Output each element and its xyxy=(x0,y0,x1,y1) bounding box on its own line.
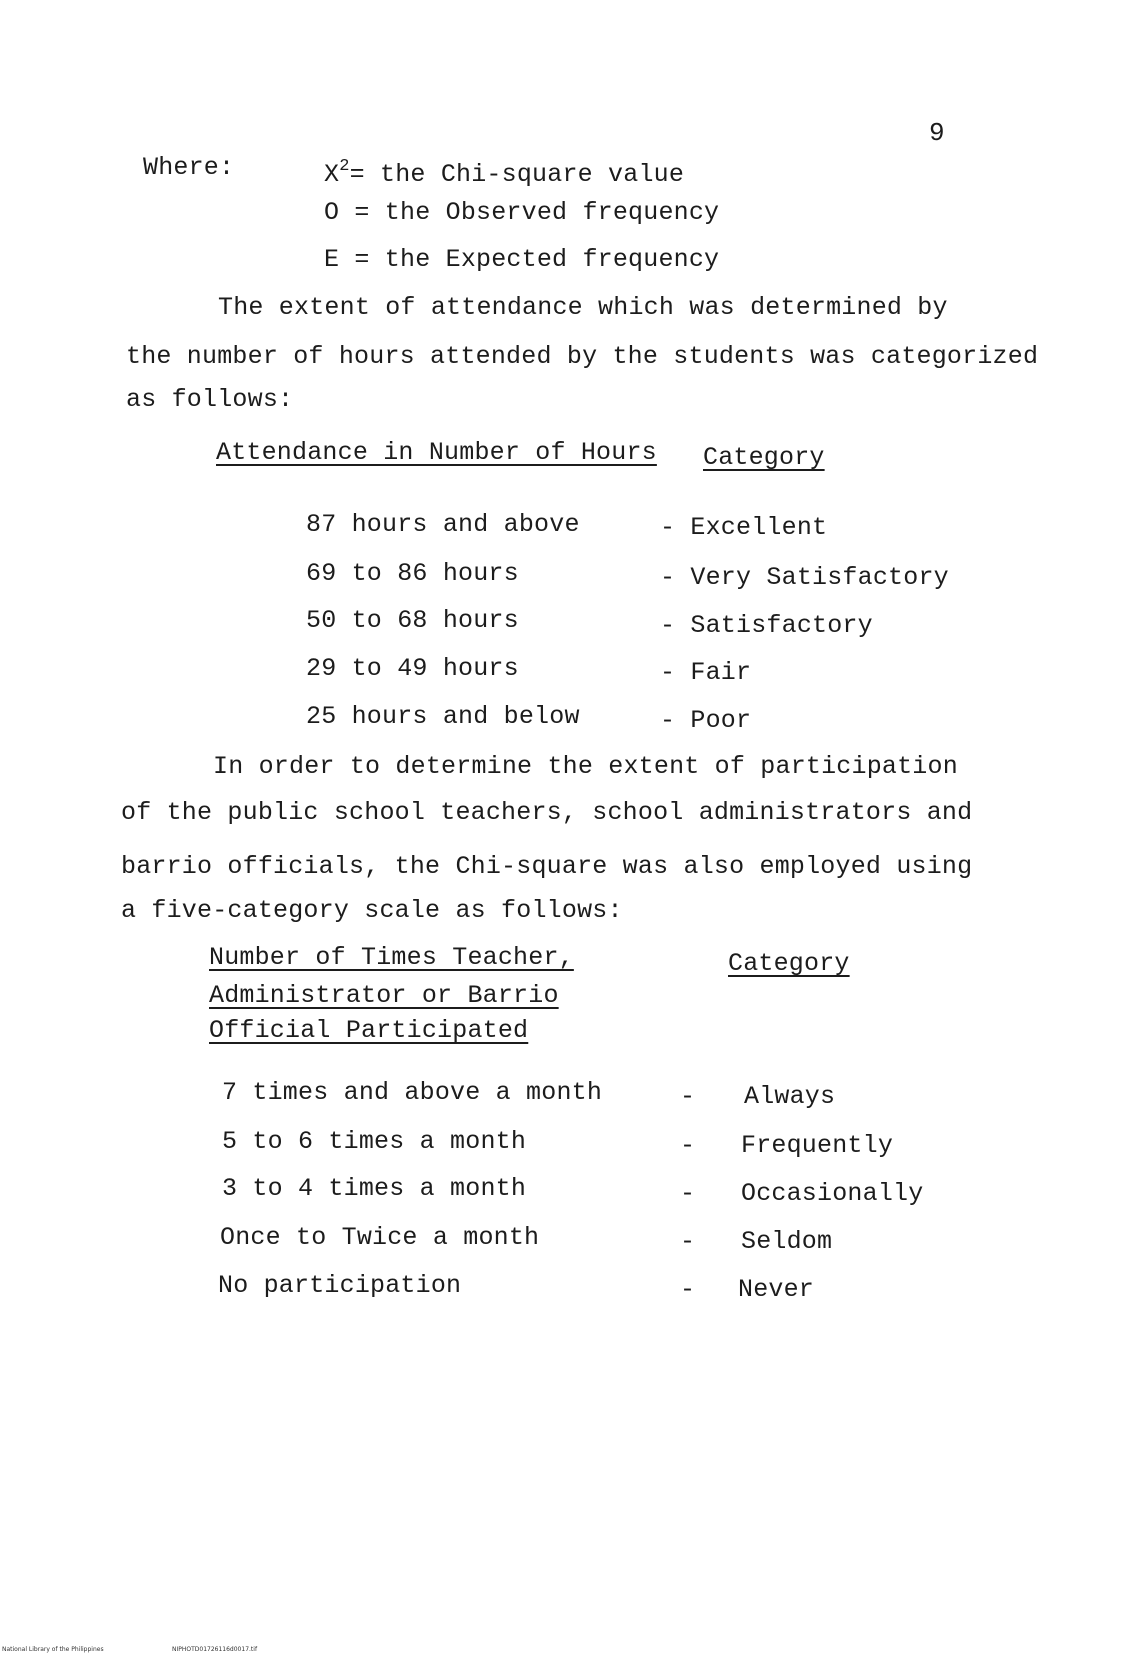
table2-row-dash: - xyxy=(680,1179,696,1208)
table1-row-category: - Fair xyxy=(660,658,752,687)
table2-header-left-line1: Number of Times Teacher, xyxy=(209,943,574,972)
table2-row-category: Always xyxy=(744,1082,836,1111)
where-label: Where: xyxy=(143,153,235,182)
footer-file-name: NIPHOTD01726116d0017.tif xyxy=(172,1646,258,1653)
paragraph2-line4: a five-category scale as follows: xyxy=(121,896,623,925)
table2-row-dash: - xyxy=(680,1275,696,1304)
definition-expected: E = the Expected frequency xyxy=(324,245,720,274)
table2-row-category: Never xyxy=(738,1275,815,1304)
table2-row-category: Frequently xyxy=(741,1131,894,1160)
footer-library-name: National Library of the Philippines xyxy=(2,1646,104,1653)
paragraph1-line2: the number of hours attended by the students was categorized xyxy=(126,342,1039,371)
table1-row-range: 29 to 49 hours xyxy=(306,654,519,683)
table1-header-right: Category xyxy=(703,443,825,472)
table2-row-dash: - xyxy=(680,1227,696,1256)
table1-row-category: - Very Satisfactory xyxy=(660,563,949,592)
paragraph2-line1: In order to determine the extent of participation xyxy=(213,752,958,781)
table2-row-times: 7 times and above a month xyxy=(222,1078,603,1107)
paragraph2-line3: barrio officials, the Chi-square was also employed using xyxy=(121,852,973,881)
table2-row-times: 5 to 6 times a month xyxy=(222,1127,527,1156)
table1-row-category: - Excellent xyxy=(660,513,828,542)
table1-row-category: - Poor xyxy=(660,706,752,735)
table1-row-range: 69 to 86 hours xyxy=(306,559,519,588)
table2-header-left-line2: Administrator or Barrio xyxy=(209,981,559,1010)
table2-row-category: Occasionally xyxy=(741,1179,924,1208)
table2-header-left-line3: Official Participated xyxy=(209,1016,529,1045)
table2-row-category: Seldom xyxy=(741,1227,833,1256)
paragraph1-line1: The extent of attendance which was determined by xyxy=(218,293,948,322)
paragraph1-line3: as follows: xyxy=(126,385,294,414)
page-number: 9 xyxy=(929,118,945,148)
definition-chi-square: $X^2=$ the Chi-square value xyxy=(324,157,685,189)
table1-header-left: Attendance in Number of Hours xyxy=(216,438,657,467)
table1-row-range: 87 hours and above xyxy=(306,510,580,539)
table1-row-category: - Satisfactory xyxy=(660,611,873,640)
table2-row-dash: - xyxy=(680,1082,696,1111)
paragraph2-line2: of the public school teachers, school administrators and xyxy=(121,798,973,827)
table1-row-range: 50 to 68 hours xyxy=(306,606,519,635)
table1-row-range: 25 hours and below xyxy=(306,702,580,731)
table2-row-times: No participation xyxy=(218,1271,462,1300)
table2-row-times: 3 to 4 times a month xyxy=(222,1174,527,1203)
definition-observed: O = the Observed frequency xyxy=(324,198,720,227)
table2-header-right: Category xyxy=(728,949,850,978)
table2-row-times: Once to Twice a month xyxy=(220,1223,540,1252)
table2-row-dash: - xyxy=(680,1131,696,1160)
